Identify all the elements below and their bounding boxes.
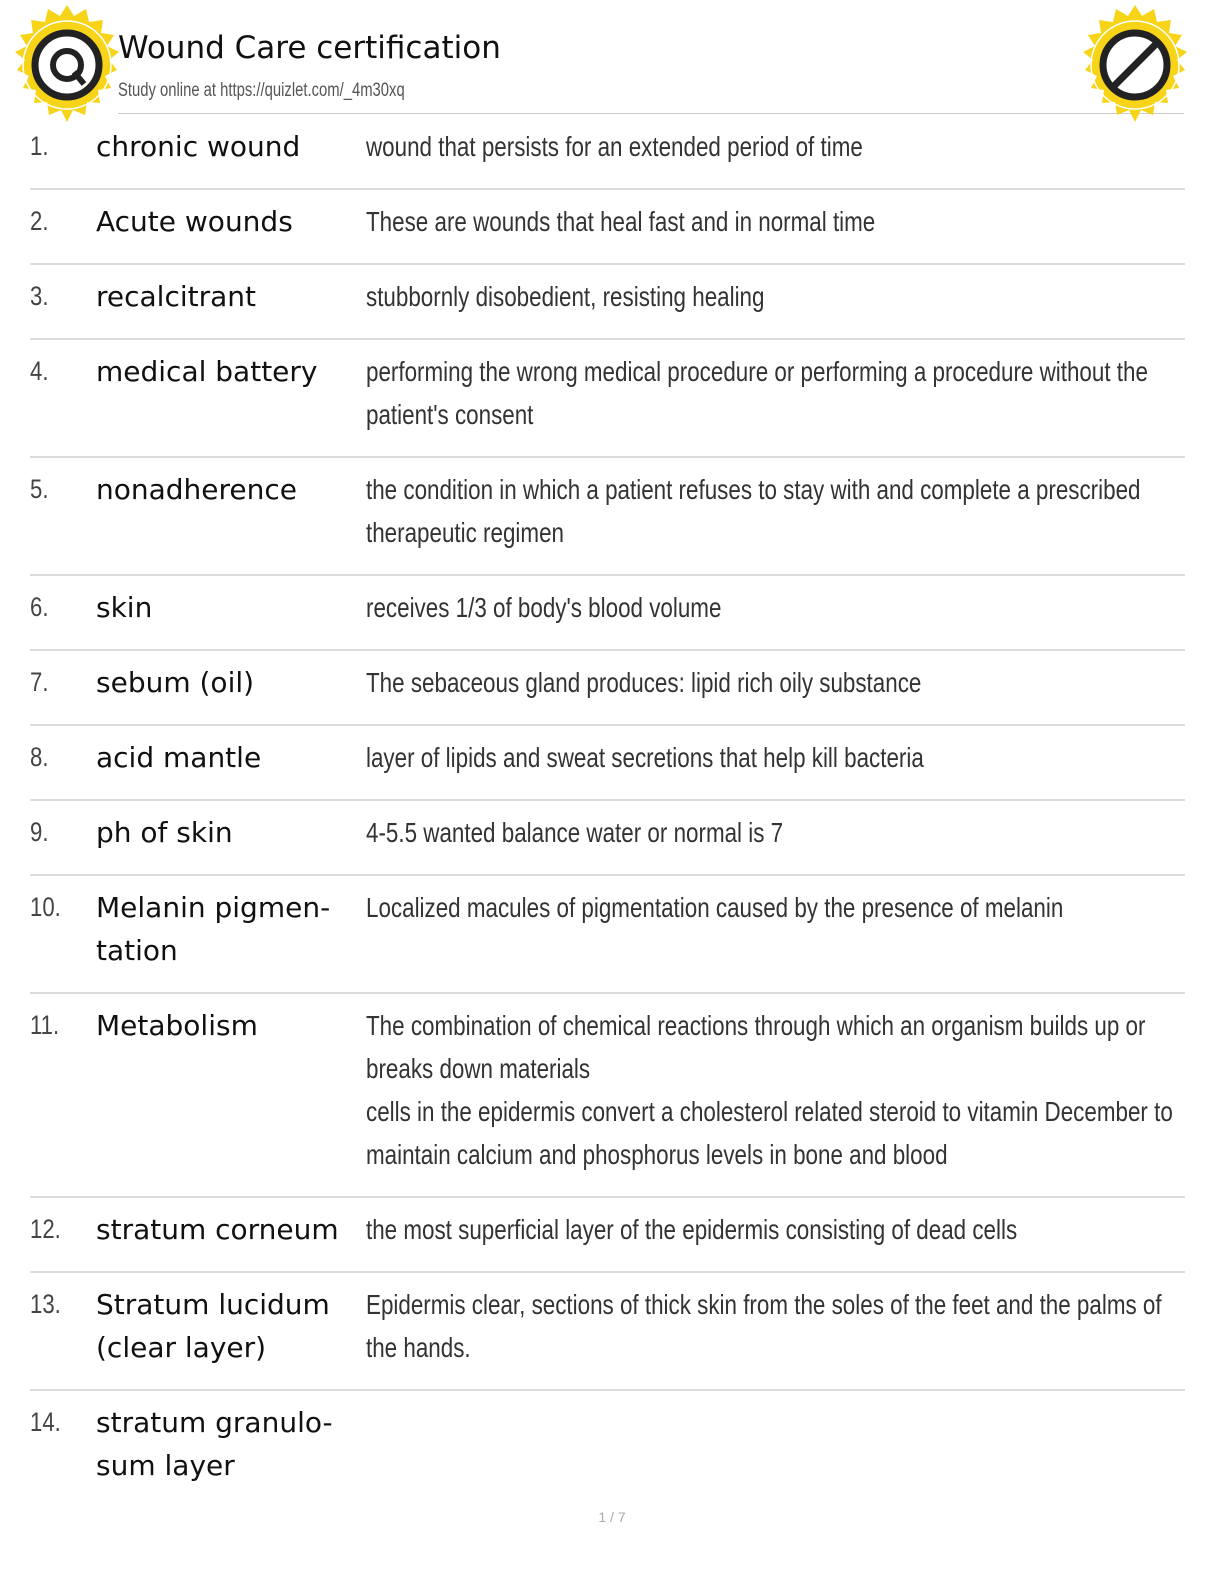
pdf-xchange-badge-left-icon[interactable] xyxy=(4,4,130,130)
flashcard-row xyxy=(30,876,1185,994)
card-definition-container xyxy=(366,468,1185,554)
card-definition: the condition in which a patient refuses to stay with and complete a prescribed therapeutic regimen xyxy=(366,474,1141,548)
card-number: 9. xyxy=(30,817,49,847)
card-definition: wound that persists for an extended period of time xyxy=(366,131,863,162)
card-number: 14. xyxy=(30,1407,61,1437)
card-term: Metabolism xyxy=(96,1009,258,1042)
page-header xyxy=(0,0,1224,115)
card-number: 2. xyxy=(30,206,49,236)
card-term: Stratum lucidum (clear layer) xyxy=(96,1288,330,1364)
header-divider xyxy=(118,113,1184,114)
card-definition: These are wounds that heal fast and in normal time xyxy=(366,206,876,237)
card-number: 7. xyxy=(30,667,49,697)
card-term: medical battery xyxy=(96,355,318,388)
card-term: recalcitrant xyxy=(96,280,257,313)
card-definition-container xyxy=(366,886,1185,929)
flashcard-row xyxy=(30,1391,1185,1501)
page-title: Wound Care certification xyxy=(118,30,501,66)
flashcard-row xyxy=(30,994,1185,1198)
card-definition: performing the wrong medical procedure or performing a procedure without the patient's consent xyxy=(366,356,1148,430)
card-definition-container xyxy=(366,1208,1185,1251)
card-number: 3. xyxy=(30,281,49,311)
card-definition-container xyxy=(366,661,1185,704)
card-number: 4. xyxy=(30,356,49,386)
card-definition: the most superficial layer of the epidermis consisting of dead cells xyxy=(366,1214,1018,1245)
flashcard-row xyxy=(30,801,1185,876)
card-definition-container xyxy=(366,1004,1185,1176)
card-term: acid mantle xyxy=(96,741,262,774)
flashcard-row xyxy=(30,651,1185,726)
flashcard-row xyxy=(30,190,1185,265)
card-definition: receives 1/3 of body's blood volume xyxy=(366,592,722,623)
card-definition-container xyxy=(366,125,1185,168)
card-term: nonadherence xyxy=(96,473,298,506)
card-definition-container xyxy=(366,586,1185,629)
card-definition-container xyxy=(366,275,1185,318)
card-term: stratum corneum xyxy=(96,1213,339,1246)
card-number: 6. xyxy=(30,592,49,622)
card-term: ph of skin xyxy=(96,816,233,849)
card-term: skin xyxy=(96,591,153,624)
card-number: 1. xyxy=(30,131,49,161)
flashcard-row xyxy=(30,458,1185,576)
card-number: 12. xyxy=(30,1214,61,1244)
card-number: 11. xyxy=(30,1010,60,1040)
flashcard-list xyxy=(30,115,1185,1501)
page-number: 1 / 7 xyxy=(598,1509,626,1525)
card-definition-container xyxy=(366,350,1185,436)
card-definition-container xyxy=(366,811,1185,854)
card-term: chronic wound xyxy=(96,130,301,163)
flashcard-row xyxy=(30,340,1185,458)
card-definition: The sebaceous gland produces: lipid rich oily substance xyxy=(366,667,922,698)
pdf-xchange-badge-right-icon[interactable] xyxy=(1072,4,1198,130)
card-number: 8. xyxy=(30,742,49,772)
card-definition: 4-5.5 wanted balance water or normal is 7 xyxy=(366,817,784,848)
flashcard-row xyxy=(30,115,1185,190)
flashcard-row xyxy=(30,265,1185,340)
card-definition: layer of lipids and sweat secretions that help kill bacteria xyxy=(366,742,924,773)
card-definition: The combination of chemical reactions through which an organism builds up or breaks down materials cells in the epidermis convert a cholesterol related steroid to vitamin December to maintain calcium and phosphorus levels in bone and blood xyxy=(366,1010,1173,1170)
card-term: sebum (oil) xyxy=(96,666,255,699)
card-definition: Localized macules of pigmentation caused by the presence of melanin xyxy=(366,892,1064,923)
card-definition-container xyxy=(366,200,1185,243)
card-number: 5. xyxy=(30,474,49,504)
study-link-text[interactable]: Study online at https://quizlet.com/_4m30xq xyxy=(118,80,405,101)
flashcard-row xyxy=(30,576,1185,651)
card-definition-container xyxy=(366,1283,1185,1369)
card-number: 13. xyxy=(30,1289,61,1319)
card-term: Acute wounds xyxy=(96,205,293,238)
card-term: stratum granulo- sum layer xyxy=(96,1406,333,1482)
card-definition: stubbornly disobedient, resisting healing xyxy=(366,281,765,312)
flashcard-row xyxy=(30,1273,1185,1391)
card-definition: Epidermis clear, sections of thick skin from the soles of the feet and the palms of the hands. xyxy=(366,1289,1162,1363)
flashcard-row xyxy=(30,726,1185,801)
card-number: 10. xyxy=(30,892,61,922)
card-definition-container xyxy=(366,736,1185,779)
card-term: Melanin pigmen- tation xyxy=(96,891,331,967)
flashcard-row xyxy=(30,1198,1185,1273)
